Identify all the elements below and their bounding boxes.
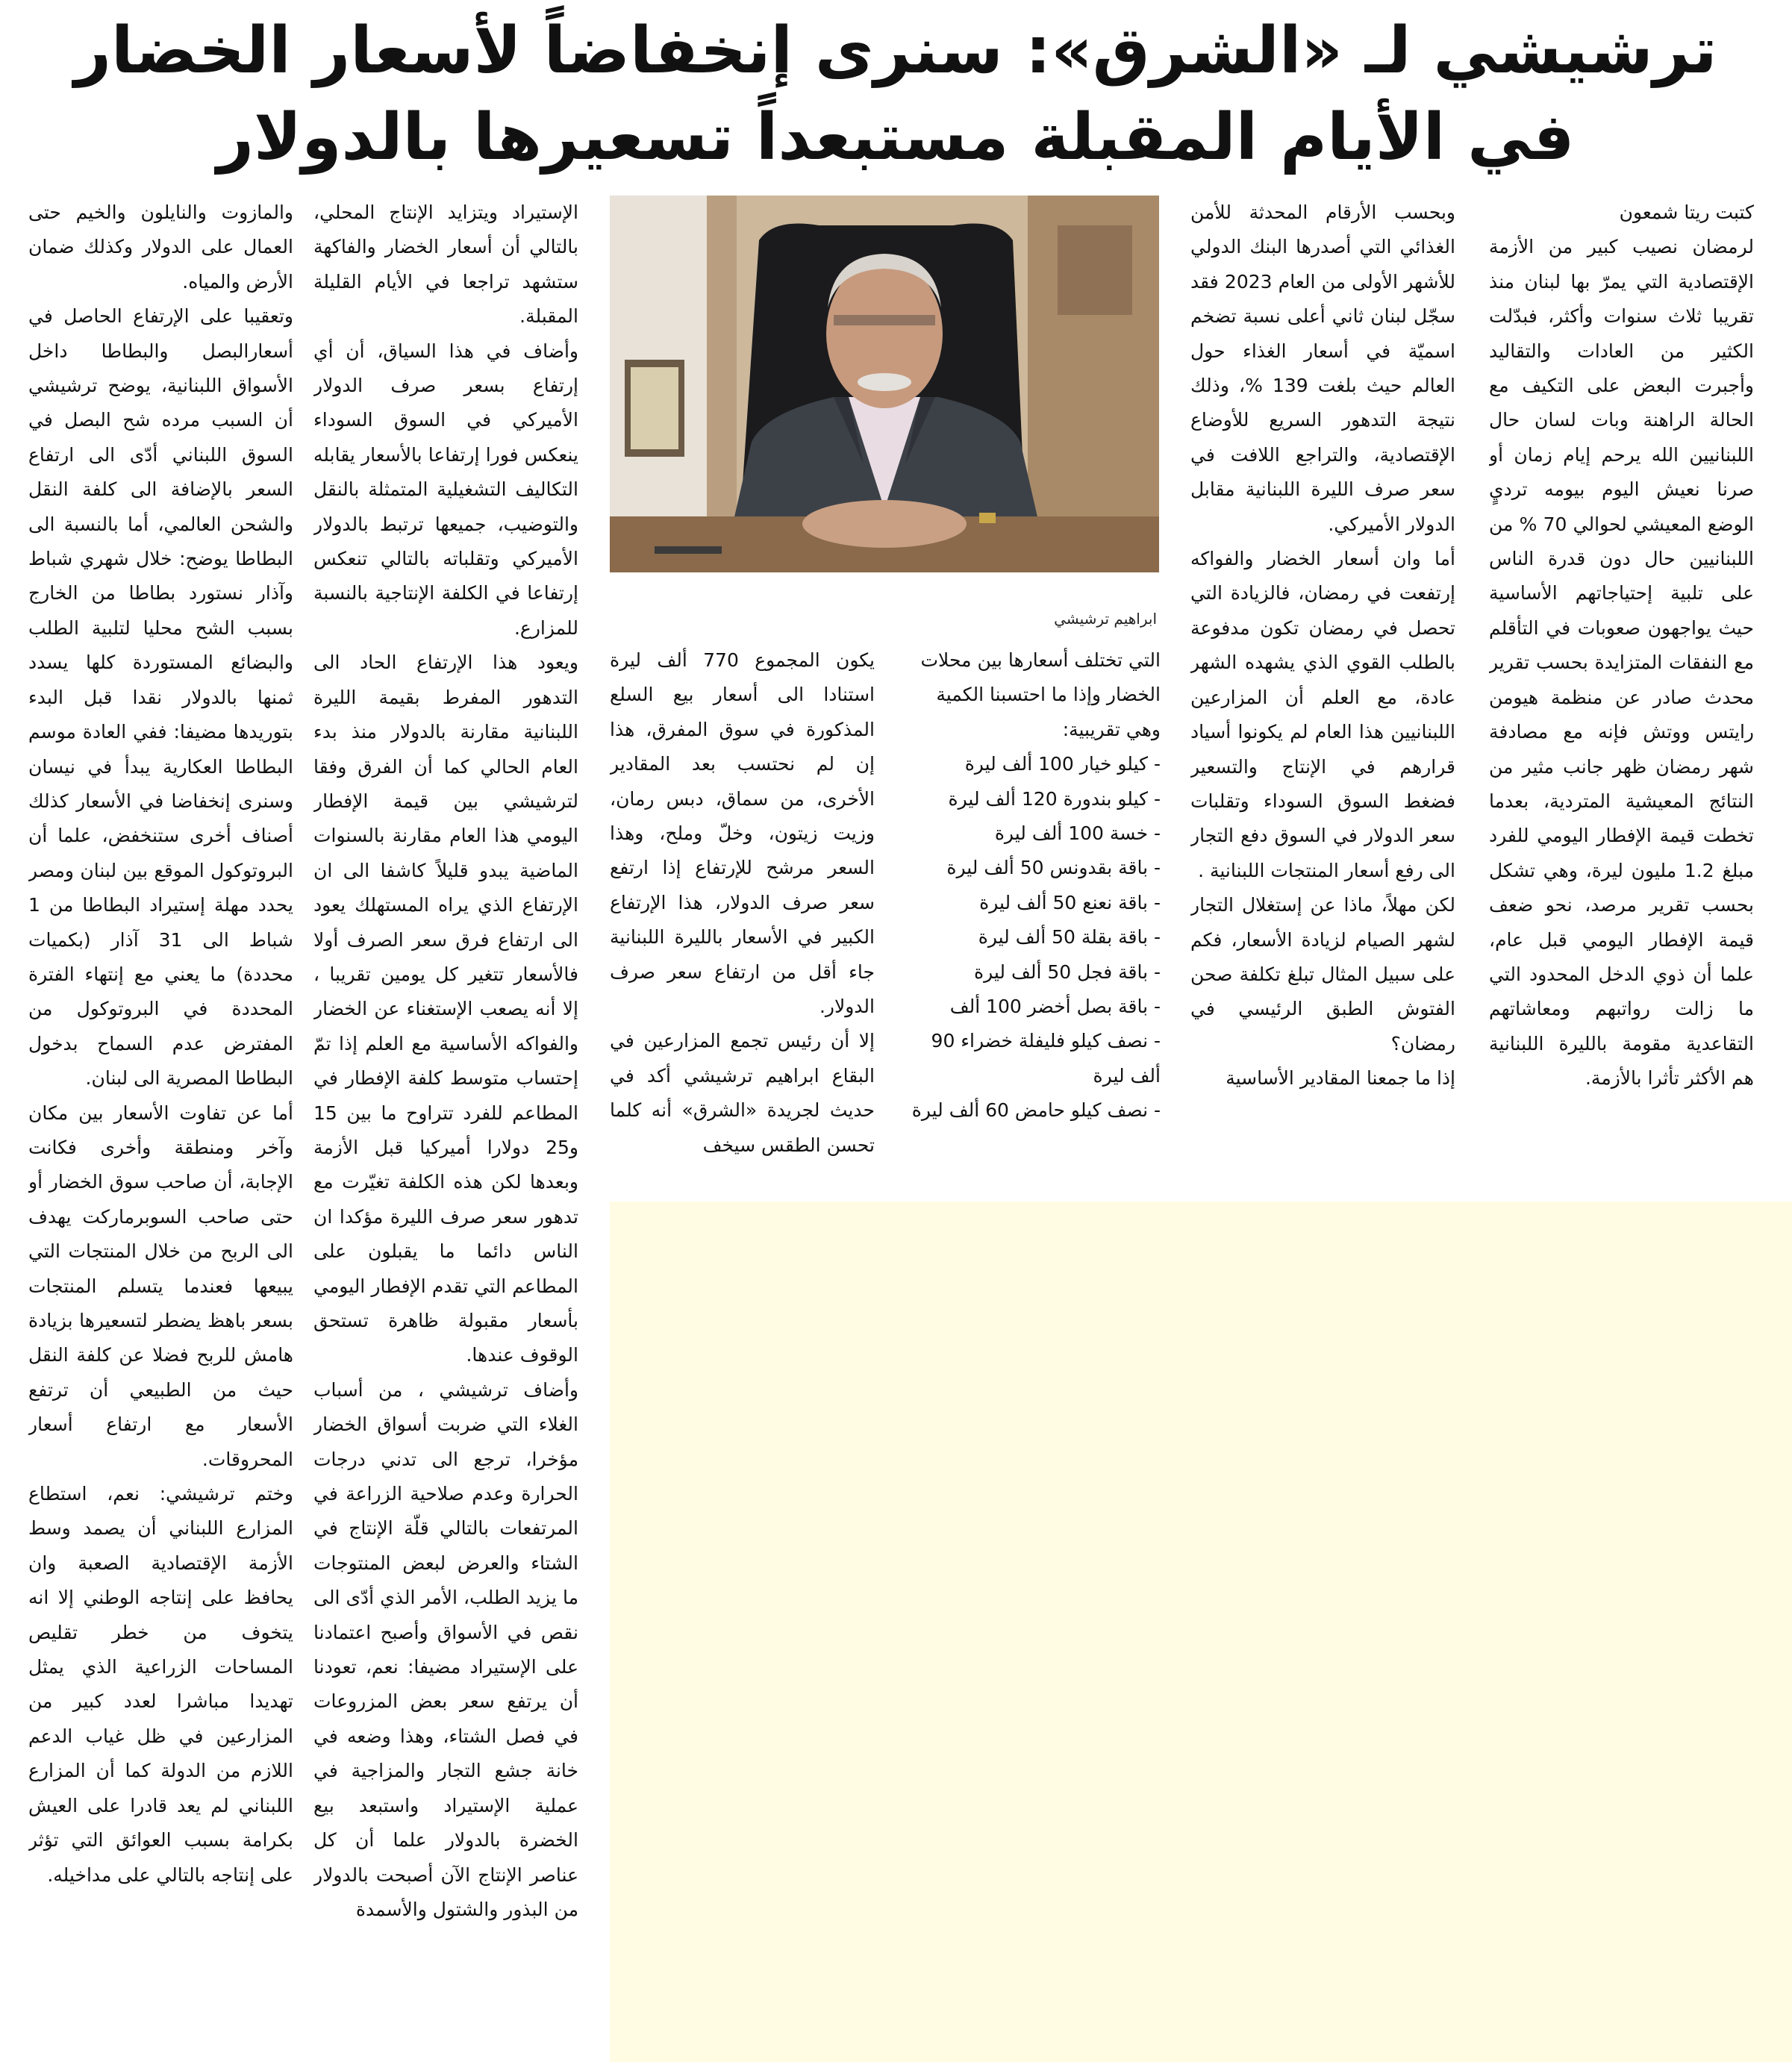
portrait-photo-icon — [610, 196, 1159, 572]
paragraph: لكن مهلاً، ماذا عن إستغلال التجار لشهر الصيام لزيادة الأسعار، فكم على سبيل المثال تبلغ تكلفة صحن الفتوش الطبق الرئيسي في رمضان؟ — [1190, 894, 1455, 1055]
list-item: - باقة بقدونس 50 ألف ليرة — [946, 857, 1161, 879]
paragraph: لرمضان نصيب كبير من الأزمة الإقتصادية التي يمرّ بها لبنان منذ تقريبا ثلاث سنوات وأكثر، فبدّلت الكثير من العادات والتقاليد وأجبرت البعض على التكيف مع الحالة الراهنة وبات لسان حال اللبنانيين الله يرحم إيام زمان أو صرنا نعيش اليوم بيومه ترديٍ الوضع المعيشي لحوالي 70 % من اللبنانيين حال دون قدرة الناس على تلبية إحتياجاتهم الأساسية حيث يواجهون صعوبات في التأقلم مع النفقات المتزايدة بحسب تقرير محدث صادر عن منظمة هيومن رايتس ووتش فإنه مع مصادفة شهر رمضان ظهر جانب مثير من النتائج المعيشية المتردية، بعدما تخطت قيمة الإفطار اليومي للفرد مبلغ 1.2 مليون ليرة، وهي تشكل بحسب تقرير مرصد، نحو ضعف قيمة الإفطار اليومي قبل عام، علما أن ذوي الدخل المحدود التي ما زالت رواتبهم ومعاشاتهم التقاعدية مقومة بالليرة اللبنانية هم الأكثر تأثرا بالأزمة. — [1489, 236, 1754, 1090]
list-item: - كيلو بندورة 120 ألف ليرة — [948, 787, 1161, 810]
article-column-5 — [313, 196, 578, 2046]
paragraph: أما وان أسعار الخضار والفواكه إرتفعت في رمضان، فالزيادة التي تحصل في رمضان تكون مدفوعة بالطلب القوي الذي يشهده الشهر عادة، مع العلم أن المزارعين اللبنانيين هذا العام لم يكونوا أسياد قرارهم في الإنتاج والتسعير فضغط السوق السوداء وتقلبات سعر الدولار في السوق دفع التجار الى رفع أسعار المنتجات اللبنانية . — [1190, 548, 1455, 881]
paragraph: وختم ترشيشي: نعم، استطاع المزارع اللبناني أن يصمد وسط الأزمة الإقتصادية الصعبة وان يحافظ على إنتاجه الوطني إلا انه يتخوف من خطر تقليص المساحات الزراعية الذي يمثل تهديدا مباشرا لعدد كبير من المزارعين في ظل غياب الدعم اللازم من الدولة كما أن المزارع اللبناني لم يعد قادرا على العيش بكرامة بسبب العوائق التي تؤثر على إنتاجه بالتالي على مداخيله. — [28, 1483, 293, 1886]
list-item: - باقة بقلة 50 ألف ليرة — [978, 926, 1161, 949]
list-item: - باقة نعنع 50 ألف ليرة — [979, 891, 1161, 913]
photo-caption: ابراهيم ترشيشي — [1054, 610, 1157, 628]
paragraph: وتعقيبا على الإرتفاع الحاصل في أسعارالبصل والبطاطا داخل الأسواق اللبنانية، يوضح ترشيشي أن السبب مرده شح البصل في السوق اللبناني أدّى الى ارتفاع السعر بالإضافة الى كلفة النقل والشحن العالمي، أما بالنسبة الى البطاطا يوضح: خلال شهري شباط وآذار نستورد بطاطا من الخارج بسبب الشح محليا لتلبية الطلب والبضائع المستوردة كلها يسدد ثمنها بالدولار نقدا قبل البدء بتوريدها مضيفا: ففي العادة موسم البطاطا العكارية يبدأ في نيسان وسنرى إنخفاضا في الأسعار كذلك أصناف أخرى ستنخفض، علما أن البروتوكول الموقع بين لبنان ومصر يحدد مهلة إستيراد البطاطا من 1 شباط الى 31 آذار (بكميات محددة) ما يعني مع إنتهاء الفترة المحددة في البروتوكول من المفترض عدم السماح بدخول البطاطا المصرية الى لبنان. — [28, 305, 293, 1090]
list-item: - باقة فجل 50 ألف ليرة — [973, 960, 1161, 983]
article-column-2 — [1190, 196, 1455, 1203]
paragraph: ويعود هذا الإرتفاع الحاد الى التدهور المفرط بقيمة الليرة اللبنانية مقارنة بالدولار منذ بدء العام الحالي كما أن الفرق وفقا لترشيشي بين قيمة الإفطار اليومي هذا العام مقارنة بالسنوات الماضية يبدو قليلاً كاشفا الى ان الإرتفاع الذي يراه المستهلك يعود الى ارتفاع فرق سعر الصرف أولا فالأسعار تتغير كل يومين تقريبا ، إلا أنه يصعب الإستغناء عن الخضار والفواكه الأساسية مع العلم إذا تمّ إحتساب متوسط كلفة الإفطار في المطاعم للفرد تتراوح ما بين 15 و25 دولارا أميركيا قبل الأزمة وبعدها لكن هذه الكلفة تغيّرت مع تدهور سعر صرف الليرة مؤكدا ان الناس دائما ما يقبلون على المطاعم التي تقدم الإفطار اليومي بأسعار مقبولة ظاهرة تستحق الوقوف عندها. — [313, 652, 578, 1366]
article-column-1 — [1489, 196, 1754, 1203]
list-item: - خسة 100 ألف ليرة — [994, 822, 1161, 845]
paragraph: وأضاف في هذا السياق، أن أي إرتفاع بسعر صرف الدولار الأميركي في السوق السوداء ينعكس فورا إرتفاعا بالأسعار يقابله التكاليف التشغيلية المتمثلة بالنقل والتوضيب، جميعها ترتبط بالدولار الأميركي وتقلباته بالتالي تنعكس إرتفاعا في الكلفة الإنتاجية بالنسبة للمزارع. — [313, 340, 578, 639]
headline-line-2: في الأيام المقبلة مستبعداً تسعيرها بالدولار — [216, 100, 1575, 175]
list-item: - نصف كيلو فليفلة خضراء 90 ألف ليرة — [931, 1030, 1161, 1087]
paragraph: الإستيراد ويتزايد الإنتاج المحلي، بالتالي أن أسعار الخضار والفاكهة ستشهد تراجعا في الأيام القليلة المقبلة. — [313, 201, 578, 328]
empty-ad-box — [610, 1202, 1792, 2062]
article-column-3 — [899, 643, 1161, 1181]
paragraph: يكون المجموع 770 ألف ليرة استنادا الى أسعار بيع السلع المذكورة في سوق المفرق، هذا إن لم نحتسب بعد المقادير الأخرى، من سماق، دبس رمان، وزيت زيتون، وخلّ وملح، وهذا السعر مرشح للإرتفاع إذا ارتفع سعر صرف الدولار، هذا الإرتفاع الكبير في الأسعار بالليرة اللبنانية جاء أقل من ارتفاع سعر صرف الدولار. — [610, 649, 875, 1018]
paragraph: وبحسب الأرقام المحدثة للأمن الغذائي التي أصدرها البنك الدولي للأشهر الأولى من العام 2023 فقد سجّل لبنان ثاني أعلى نسبة تضخم اسميّة في أسعار الغذاء حول العالم حيث بلغت 139 %، وذلك نتيجة التدهور السريع للأوضاع الإقتصادية، والتراجع اللافت في سعر صرف الليرة اللبنانية مقابل الدولار الأميركي. — [1190, 201, 1455, 535]
byline: كتبت ريتا شمعون — [1619, 201, 1754, 223]
list-item: - نصف كيلو حامض 60 ألف ليرة — [911, 1099, 1161, 1122]
article-column-4 — [610, 643, 875, 1181]
paragraph: أما عن تفاوت الأسعار بين مكان وآخر ومنطقة وأخرى فكانت الإجابة، أن صاحب سوق الخضار أو حتى صاحب السوبرماركت يهدف الى الربح من خلال المنتجات التي يبيعها فعندما يتسلم المنتجات بسعر باهظ يضطر لتسعيرها بزيادة هامش للربح فضلا عن كلفة النقل حيث من الطبيعي أن ترتفع الأسعار مع ارتفاع أسعار المحروقات. — [28, 1102, 293, 1470]
list-item: - باقة بصل أخضر 100 ألف — [949, 996, 1161, 1018]
paragraph: والمازوت والنايلون والخيم حتى العمال على الدولار وكذلك ضمان الأرض والمياه. — [28, 201, 293, 293]
list-item: - كيلو خيار 100 ألف ليرة — [964, 753, 1161, 775]
portrait-photo — [610, 196, 1159, 572]
paragraph: إذا ما جمعنا المقادير الأساسية — [1226, 1067, 1455, 1090]
article-column-6 — [28, 196, 293, 2046]
paragraph: وأضاف ترشيشي ، من أسباب الغلاء التي ضربت أسواق الخضار مؤخرا، ترجع الى تدني درجات الحرارة وعدم صلاحية الزراعة في المرتفعات بالتالي قلّة الإنتاج في الشتاء والعرض لبعض المنتوجات ما يزيد الطلب، الأمر الذي أدّى الى نقص في الأسواق وأصبح اعتمادنا على الإستيراد مضيفا: نعم، تعودنا أن يرتفع سعر بعض المزروعات في فصل الشتاء، وهذا وضعه في خانة جشع التجار والمزاجية في عملية الإستيراد واستبعد بيع الخضرة بالدولار علما أن كل عناصر الإنتاج الآن أصبحت بالدولار من البذور والشتول والأسمدة — [313, 1378, 578, 1920]
headline-line-1: ترشيشي لـ «الشرق»: سنرى إنخفاضاً لأسعار الخضار — [74, 13, 1717, 88]
paragraph: إلا أن رئيس تجمع المزارعين في البقاع ابراهيم ترشيشي أكد في حديث لجريدة «الشرق» أنه كلما تحسن الطقس سيخف — [610, 1030, 875, 1156]
paragraph: التي تختلف أسعارها بين محلات الخضار وإذا ما احتسبنا الكمية وهي تقريبية: — [920, 649, 1161, 740]
